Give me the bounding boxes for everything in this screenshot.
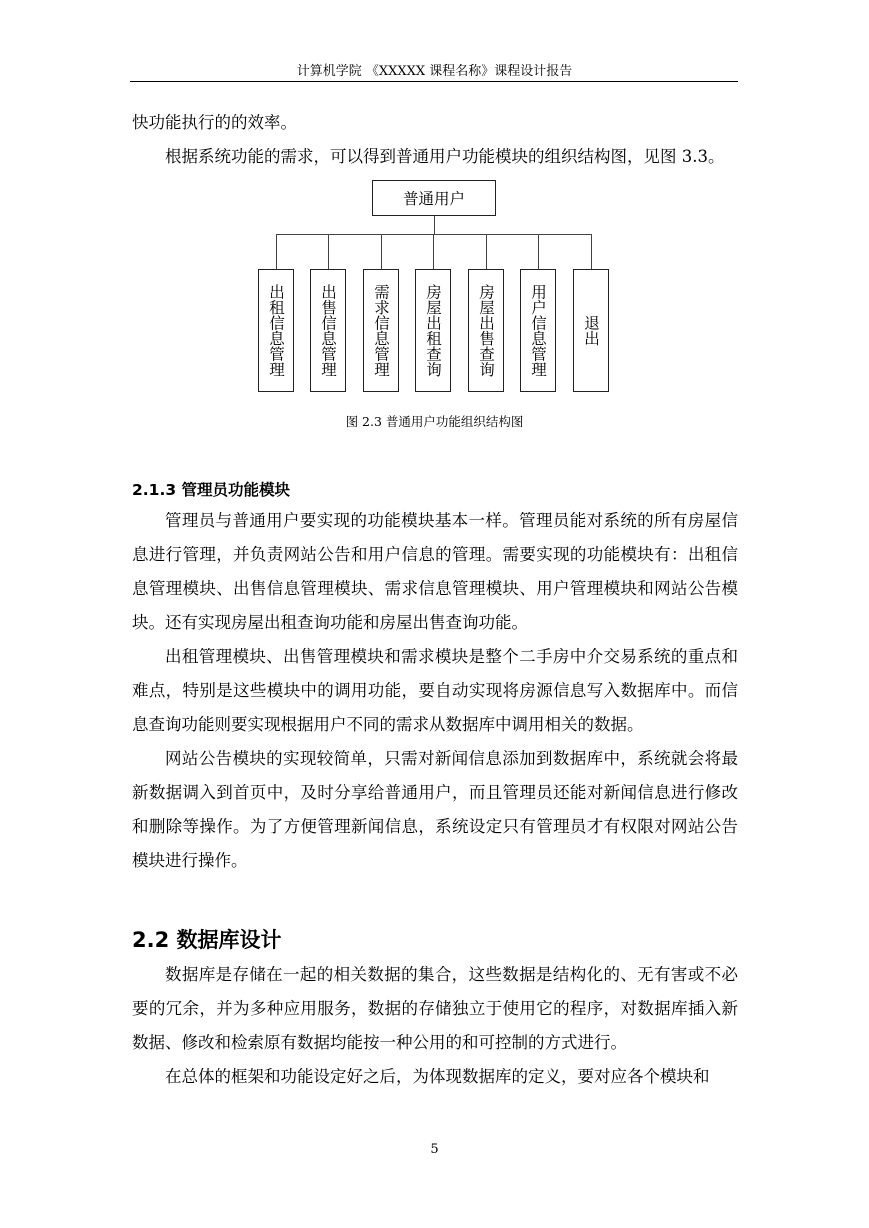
paragraph-diagram-intro: 根据系统功能的需求，可以得到普通用户功能模块的组织结构图，见图 3.3。 (165, 147, 725, 166)
paragraph-database-definition: 数据库是存储在一起的相关数据的集合，这些数据是结构化的、无有害或不必要的冗余，并为多种应用服务，数据的存储独立于使用它的程序，对数据库插入新数据、修改和检索原有数据均能按一种公用的和可控制的方式进行。 (132, 965, 738, 1052)
org-chart-node-sale-query: 房屋出售查询 (468, 269, 504, 392)
section-heading-2-1-3: 2.1.3 管理员功能模块 (132, 481, 291, 499)
org-chart-node-rental-info: 出租信息管理 (258, 269, 294, 392)
org-chart-node-demand-info: 需求信息管理 (363, 269, 399, 392)
connector-child-5 (486, 234, 487, 269)
connector-child-1 (276, 234, 277, 269)
connector-root-down (434, 216, 435, 234)
org-chart-root-node: 普通用户 (372, 180, 496, 216)
connector-child-4 (433, 234, 434, 269)
connector-child-2 (328, 234, 329, 269)
paragraph-database-modules: 在总体的框架和功能设定好之后，为体现数据库的定义，要对应各个模块和 (165, 1067, 710, 1086)
org-chart-node-rental-query: 房屋出租查询 (415, 269, 451, 392)
org-chart-node-sale-info: 出售信息管理 (310, 269, 346, 392)
connector-child-7 (591, 234, 592, 269)
connector-child-6 (538, 234, 539, 269)
paragraph-core-modules: 出租管理模块、出售管理模块和需求模块是整个二手房中介交易系统的重点和难点，特别是这些模块中的调用功能，要自动实现将房源信息写入数据库中。而信息查询功能则要实现根据用户不同的需求从数据库中调用相关的数据。 (132, 647, 738, 734)
org-chart (250, 180, 620, 395)
org-chart-node-user-info: 用户信息管理 (520, 269, 556, 392)
paragraph-admin-modules: 管理员与普通用户要实现的功能模块基本一样。管理员能对系统的所有房屋信息进行管理，并负责网站公告和用户信息的管理。需要实现的功能模块有：出租信息管理模块、出售信息管理模块、需求信息管理模块、用户管理模块和网站公告模块。还有实现房屋出租查询功能和房屋出售查询功能。 (132, 511, 738, 632)
figure-caption: 图 2.3 普通用户功能组织结构图 (345, 414, 524, 429)
connector-child-3 (381, 234, 382, 269)
org-chart-node-exit: 退出 (573, 269, 609, 392)
header-rule (130, 81, 738, 82)
paragraph-announcement-module: 网站公告模块的实现较简单，只需对新闻信息添加到数据库中，系统就会将最新数据调入到首页中，及时分享给普通用户，而且管理员还能对新闻信息进行修改和删除等操作。为了方便管理新闻信息，系统设定只有管理员才有权限对网站公告模块进行操作。 (132, 749, 738, 870)
page-number: 5 (430, 1142, 439, 1157)
paragraph-continuation: 快功能执行的的效率。 (132, 113, 297, 132)
section-heading-2-2: 2.2 数据库设计 (132, 928, 282, 952)
page-header: 计算机学院 《XXXXX 课程名称》课程设计报告 (296, 64, 573, 79)
